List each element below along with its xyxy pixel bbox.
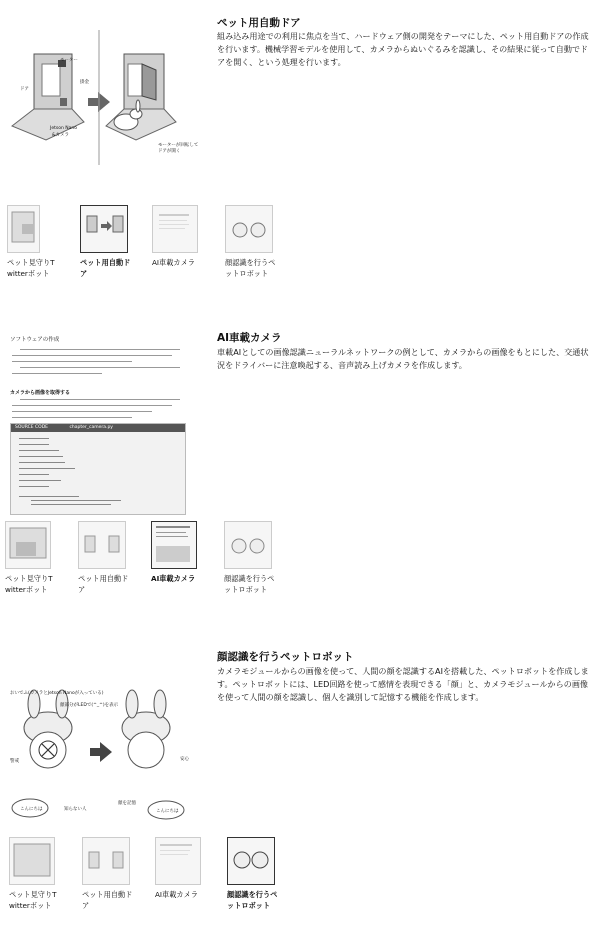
thumbnail-image-active[interactable]	[151, 521, 197, 569]
thumbnail-caption[interactable]: ペット見守りTwitterボット	[9, 890, 57, 910]
thumbnail-image[interactable]	[152, 205, 198, 253]
book-page-preview	[6, 335, 184, 505]
thumbnail-caption[interactable]: ペット用自動ドア	[82, 890, 133, 910]
project-section-face-robot	[0, 640, 600, 946]
text-line	[12, 417, 132, 418]
diagram-label-happy: 安心	[180, 757, 189, 762]
section-description: 組み込み用途での利用に焦点を当て、ハードウェア側の開発をテーマにした、ペット用自動ドアの作成を行います。機械学習モデルを使用して、カメラからぬいぐるみを認識し、その結果に従って自動でドアを開く、という処理を行います。	[217, 31, 589, 67]
thumbnail-image[interactable]	[5, 521, 51, 569]
code-panel-header	[11, 424, 185, 432]
code-line	[31, 504, 111, 505]
thumbnail-item[interactable]	[9, 837, 75, 911]
diagram-label-top: おいでふ(カメラとJetson Nanoが入っている)	[10, 691, 104, 696]
section-title: AI車載カメラ	[217, 332, 282, 344]
page-subheading: カメラから画像を取得する	[10, 390, 71, 396]
code-line	[19, 444, 49, 445]
text-line	[12, 373, 102, 374]
thumbnail-image[interactable]	[225, 205, 273, 253]
thumbnail-caption[interactable]: 顔認識を行うペットロボット	[227, 890, 278, 910]
section-description: 車載AIとしての画像認識ニューラルネットワークの例として、カメラからの画像をもとにした、交通状況をドライバーに注意喚起する、音声読み上げカメラを作成します。	[217, 347, 589, 370]
code-line	[19, 468, 75, 469]
project-section-ai-camera	[0, 320, 600, 620]
diagram-label-hello-left: こんにちは	[20, 807, 43, 812]
thumbnail-caption[interactable]: AI車載カメラ	[152, 258, 195, 267]
text-line	[12, 405, 172, 406]
thumbnail-item[interactable]	[155, 837, 221, 900]
thumbnail-image[interactable]	[155, 837, 201, 885]
code-line	[19, 496, 79, 497]
text-line	[20, 399, 180, 400]
diagram-label-door: ドア	[20, 87, 29, 92]
code-line	[19, 480, 61, 481]
code-tab-label: SOURCE CODE	[15, 425, 49, 430]
code-line	[19, 486, 49, 487]
thumbnail-item[interactable]	[7, 205, 73, 279]
thumbnail-caption[interactable]: AI車載カメラ	[155, 890, 198, 899]
code-line	[19, 462, 65, 463]
project-section-pet-door	[0, 0, 600, 300]
page-heading: ソフトウェアの作成	[10, 337, 60, 343]
text-line	[20, 367, 180, 368]
thumbnail-item[interactable]	[225, 205, 291, 279]
thumbnail-caption[interactable]: 顔認識を行うペットロボット	[224, 574, 275, 594]
section-title: 顔認識を行うペットロボット	[217, 651, 354, 663]
diagram-label-alert: 警戒	[10, 759, 19, 764]
diagram-label-hello-right: こんにちは	[156, 809, 179, 814]
diagram-label-jetson: Jetson Nano	[50, 126, 77, 131]
thumbnail-item[interactable]	[152, 205, 218, 268]
thumbnail-item[interactable]	[227, 837, 293, 911]
thumbnail-caption[interactable]: ペット見守りTwitterボット	[7, 258, 55, 278]
diagram-label-led: 顔部分がLEDで(^_^)を表示	[60, 703, 119, 708]
thumbnail-caption[interactable]: ペット見守りTwitterボット	[5, 574, 53, 594]
code-line	[19, 474, 49, 475]
text-line	[12, 411, 152, 412]
section-description: カメラモジュールからの画像を使って、人間の顔を認識するAIを搭載した、ペットロボットを作成します。ペットロボットには、LED回路を使って感情を表現できる「顔」と、カメラモジュールからの画像を使って人間の顔を認識し、個人を識別して記憶する機能を作成します。	[217, 666, 589, 702]
diagram-label-recognized: 顔を記憶	[118, 801, 136, 806]
thumbnail-item[interactable]	[82, 837, 148, 911]
section-title: ペット用自動ドア	[217, 17, 301, 29]
diagram-label-motor: モーター	[60, 58, 78, 63]
diagram-label-door-open: ドアが開く	[158, 149, 181, 154]
thumbnail-image-active[interactable]	[227, 837, 275, 885]
code-file-label: chapter_camera.py	[69, 425, 113, 430]
thumbnail-item[interactable]	[224, 521, 290, 595]
diagram-label-latch: 掛金	[80, 80, 89, 85]
thumbnail-caption[interactable]: 顔認識を行うペットロボット	[225, 258, 276, 278]
thumbnail-image-active[interactable]	[80, 205, 128, 253]
thumbnail-image[interactable]	[9, 837, 55, 885]
thumbnail-item[interactable]	[78, 521, 144, 595]
text-line	[12, 355, 172, 356]
thumbnail-caption[interactable]: ペット用自動ドア	[80, 258, 131, 278]
code-panel	[10, 423, 186, 515]
thumbnail-strip	[0, 837, 600, 932]
thumbnail-image[interactable]	[78, 521, 126, 569]
thumbnail-strip	[0, 205, 600, 300]
diagram-label-camera: &カメラ	[52, 133, 70, 138]
thumbnail-caption[interactable]: ペット用自動ドア	[78, 574, 129, 594]
diagram-label-unknown: 知らない人	[64, 807, 87, 812]
thumbnail-strip	[0, 521, 600, 616]
diagram-label-motor-rotate: モーターが回転して	[158, 143, 199, 148]
thumbnail-image[interactable]	[224, 521, 272, 569]
code-line	[31, 500, 121, 501]
thumbnail-item[interactable]	[151, 521, 217, 584]
thumbnail-caption[interactable]: AI車載カメラ	[151, 574, 196, 583]
code-line	[19, 438, 49, 439]
thumbnail-item[interactable]	[80, 205, 146, 279]
thumbnail-image[interactable]	[82, 837, 130, 885]
thumbnail-image[interactable]	[7, 205, 40, 253]
code-line	[19, 456, 63, 457]
text-line	[12, 361, 132, 362]
text-line	[20, 349, 180, 350]
code-line	[19, 450, 59, 451]
thumbnail-item[interactable]	[5, 521, 71, 595]
